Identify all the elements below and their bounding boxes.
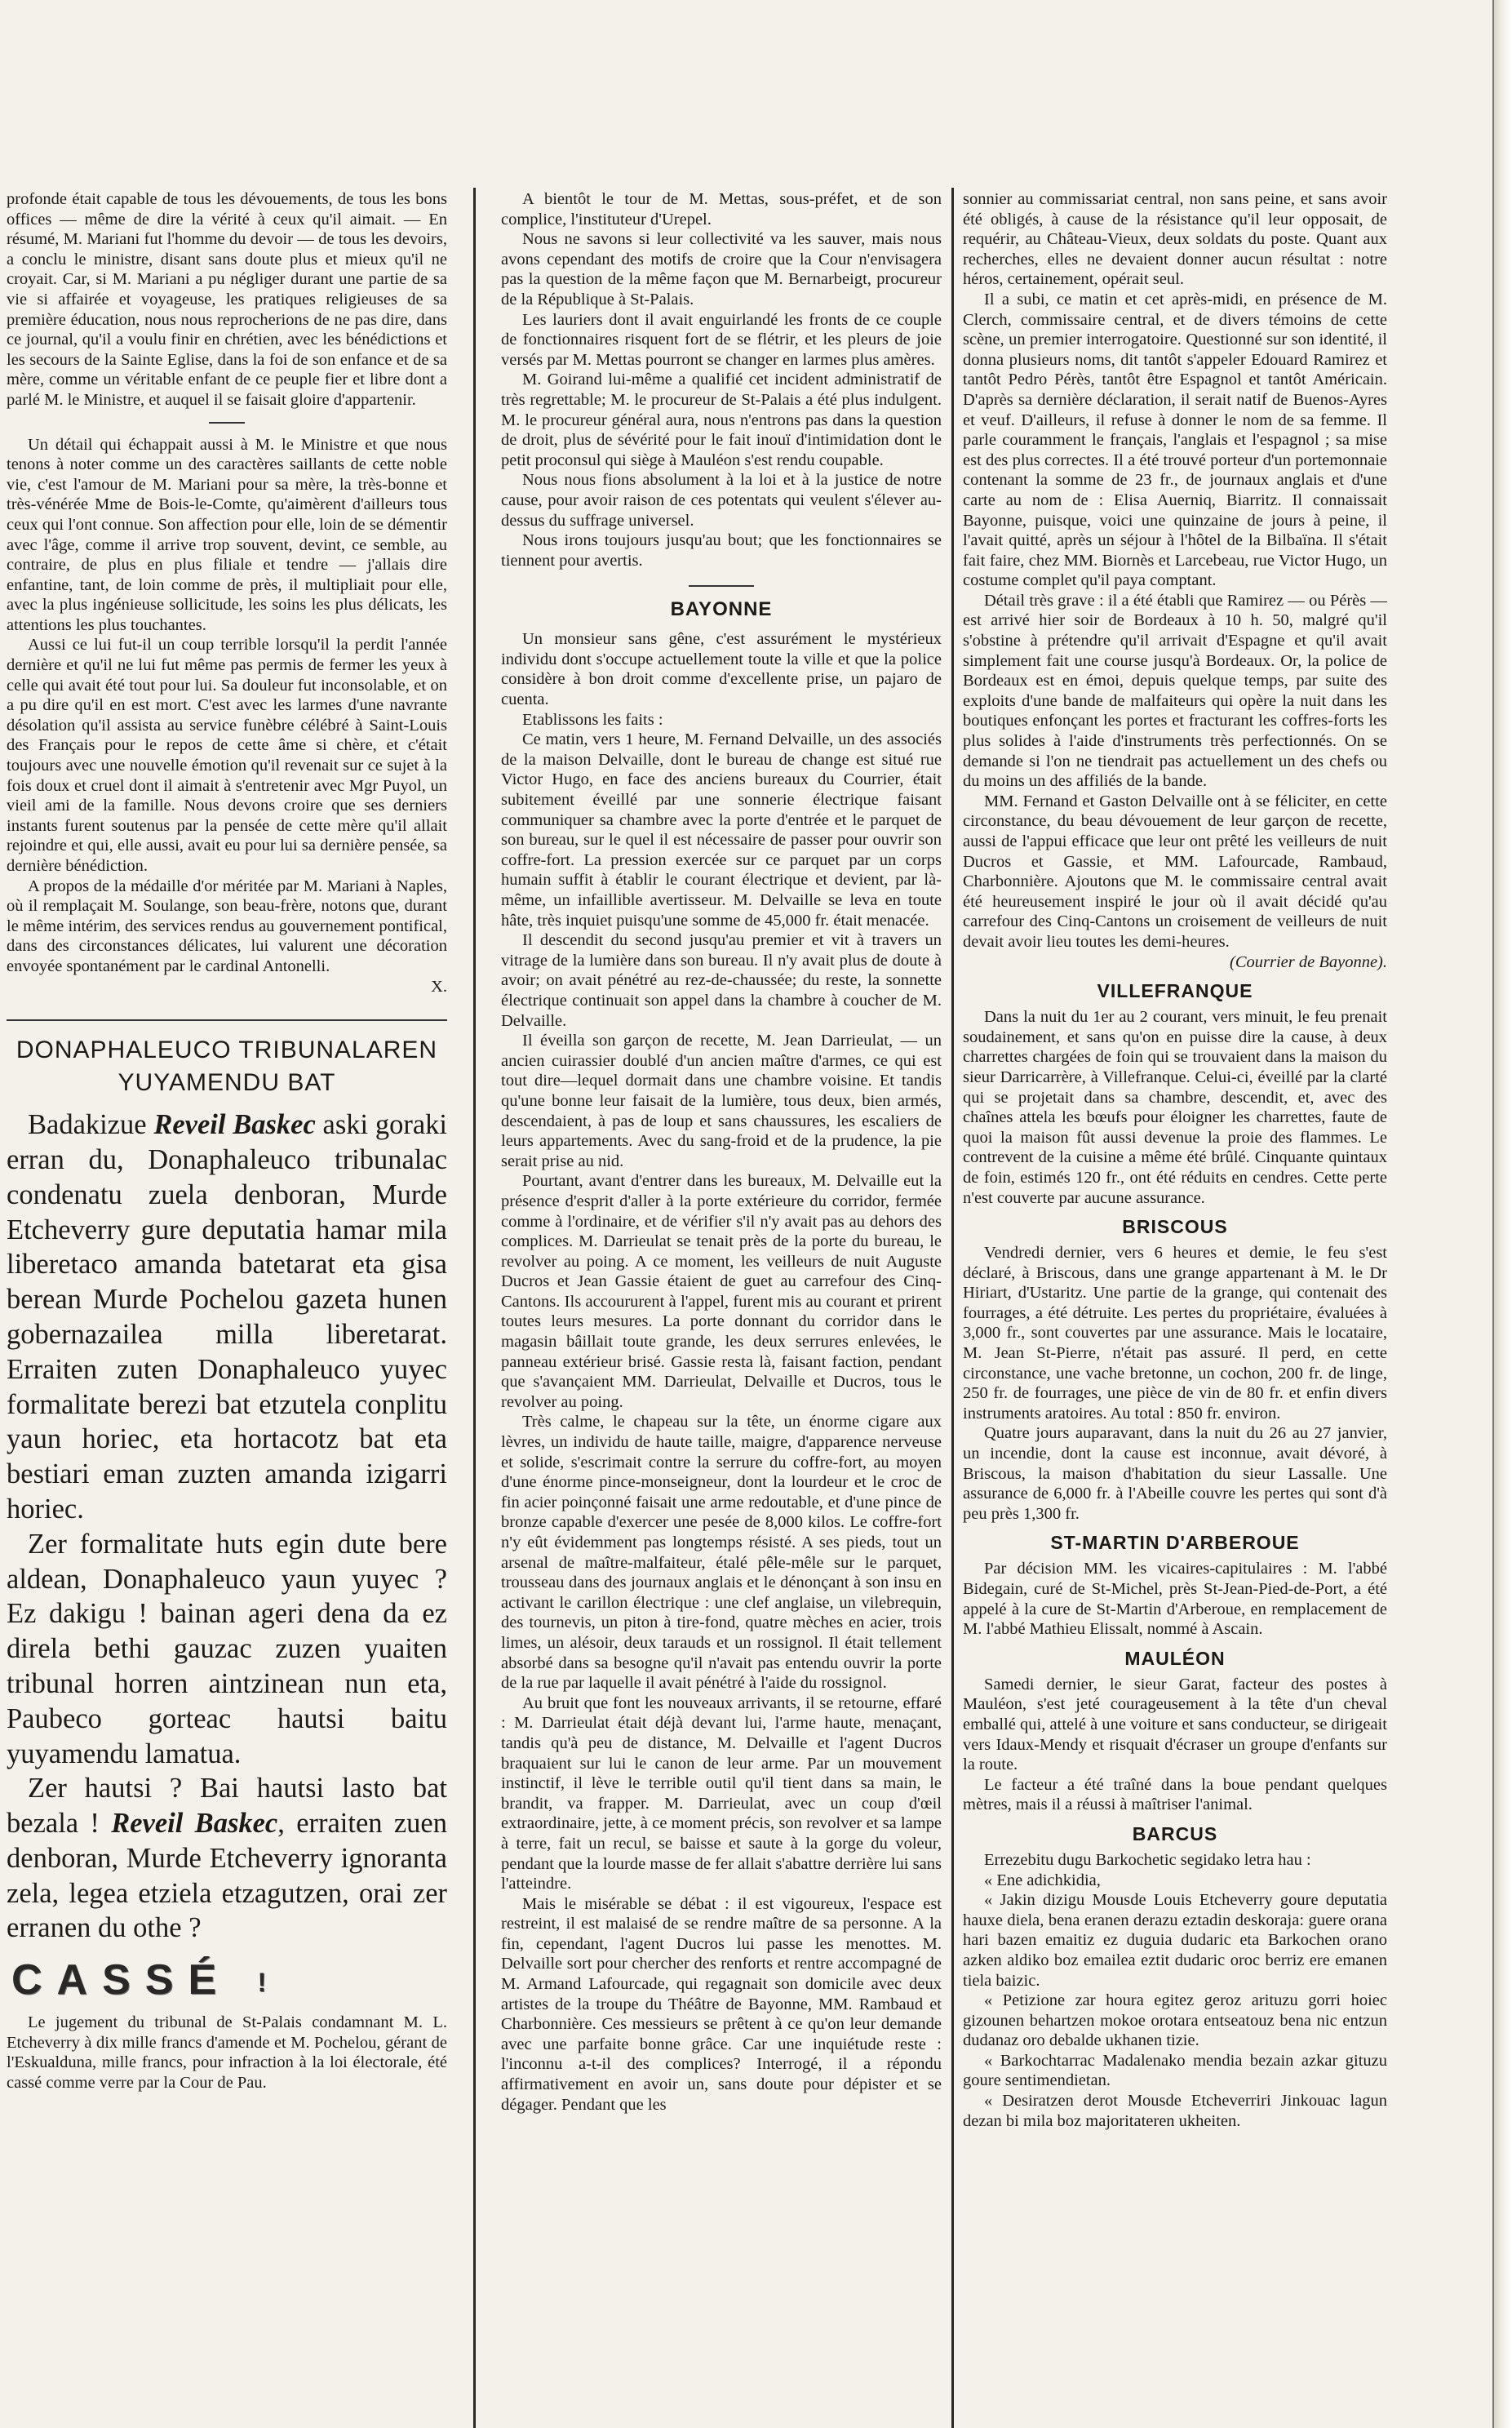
- newspaper-name: Reveil Baskec: [153, 1109, 316, 1141]
- basque-paragraph: [7, 1771, 447, 1946]
- article-paragraph: A bientôt le tour de M. Mettas, sous-préfet, et de son complice, l'instituteur d'Urepel.: [501, 190, 942, 229]
- page-edge: [1492, 0, 1512, 2428]
- article-paragraph: Il a subi, ce matin et cet après-midi, en présence de M. Clerch, commissaire central, et de divers témoins de cette scène, un premier interrogatoire. Questionné sur son identité, il donna plusieurs noms, dit tantôt s'appeler Edouard Ramirez et tantôt Pedro Pérès, tantôt être Espagnol et tantôt Américain. D'après sa dernière déclaration, il serait natif de Buenos-Ayres et veuf. D'ailleurs, il refuse à donner le nom de sa femme. Il parle couramment le français, l'anglais et l'espagnol ; sa mise est des plus correctes. Il a été trouvé porteur d'un portemonnaie contenant la somme de 23 fr., de journaux anglais et d'une carte au nom de : Elisa Auerniq, Biarritz. Il connaissait Bayonne, puisque, voici une quinzaine de jours à peine, il l'avait quitté, après un séjour à l'hôtel de la Bilbaïna. Il s'était fait faire, chez MM. Biornès et Larcebeau, rue Victor Hugo, un costume complet qu'il paya comptant.: [963, 290, 1387, 590]
- column-left: [7, 189, 447, 2428]
- newspaper-name: Reveil Baskec: [111, 1808, 278, 1840]
- text-run: , erraiten zuen denboran, Murde Etcheverry ignoranta zela, legea etziela etzagutzen, orai zer erranen du othe ?: [7, 1808, 447, 1944]
- section-heading-st-martin: ST-MARTIN D'ARBEROUE: [1050, 1532, 1300, 1554]
- column-middle: [501, 189, 942, 2428]
- article-paragraph: Samedi dernier, le sieur Garat, facteur des postes à Mauléon, s'est jeté courageusement à la tête d'un cheval emballé qui, attelé à une voiture et sans conducteur, se dirigeait vers Idaux-Mendy et risquait d'écraser un groupe d'enfants sur la route.: [963, 1675, 1387, 1774]
- casse-exclamation: !: [257, 1968, 267, 1998]
- article-paragraph: Aussi ce lui fut-il un coup terrible lorsqu'il la perdit l'année dernière et qu'il ne lui fut même pas permis de fermer les yeux à celle qui avait été tout pour lui. Sa douleur fut inconsolable, et on a pu dire qu'il en est mort. C'est avec les larmes d'une navrante désolation qu'il assista au service funèbre célébré à Saint-Louis des Français pour le repos de cette âme si chère, et c'était toujours avec une nouvelle émotion qu'il revenait sur ce sujet à la fois doux et cruel dont il aimait à s'entretenir avec Mgr Puyol, un vieil ami de la famille. Nous devons croire que ses derniers instants furent soutenus par la pensée de cette mère qu'il allait rejoindre et qui, elle aussi, avait eu pour lui sa dernière pensée, sa dernière bénédiction.: [7, 636, 447, 875]
- article-paragraph: M. Goirand lui-même a qualifié cet incident administratif de très regrettable; M. le procureur de St-Palais a été plus indulgent. M. le procureur général aura, nous n'entrons pas dans la question de droit, plus de sévérité pour le fait inouï d'intimidation dont le petit proconsul qui siège à Mauléon s'est rendu coupable.: [501, 371, 942, 469]
- article-paragraph: Par décision MM. les vicaires-capitulaires : M. l'abbé Bidegain, curé de St-Michel, près St-Jean-Pied-de-Port, a été appelé à la cure de St-Martin d'Arberoue, en remplacement de M. l'abbé Mathieu Elissalt, nommé à Ascain.: [963, 1560, 1387, 1639]
- article-paragraph: Le facteur a été traîné dans la boue pendant quelques mètres, mais il a réussi à maîtriser l'animal.: [963, 1775, 1387, 1814]
- article-paragraph: Vendredi dernier, vers 6 heures et demie, le feu s'est déclaré, à Briscous, dans une grange appartenant à M. le Dr Hiriart, d'Ustaritz. Une partie de la grange, qui contenait des fourrages, a été détruite. Les pertes du propriétaire, évaluées à 3,000 fr., sont couvertes par une assurance. Mais le locataire, M. Jean St-Pierre, n'était pas assuré. Il perd, en cette circonstance, une vache bretonne, un cochon, 200 fr. de linge, 250 fr. de fourrages, une pièce de vin de 80 fr. et enfin divers instruments aratoires. Au total : 850 fr. environ.: [963, 1244, 1387, 1423]
- article-paragraph: A propos de la médaille d'or méritée par M. Mariani à Naples, où il remplaçait M. Soulange, son beau-frère, notons que, durant le même intérim, des services rendus au gouvernement pontifical, dans des circonstances délicates, lui valurent une décoration envoyée spontanément par le cardinal Antonelli.: [7, 877, 447, 975]
- article-paragraph: profonde était capable de tous les dévouements, de tous les bons offices — même de dire la vérité à ceux qu'il aimait. — En résumé, M. Mariani fut l'homme du devoir — de tous les devoirs, a conclu le ministre, disant sans doute plus et mieux qu'il ne croyait. Car, si M. Mariani a pu négliger durant une partie de sa vie si affairée et voyageuse, les pratiques religieuses de sa première éducation, nous nous reprocherions de ne pas dire, dans ce journal, qu'il a voulu finir en chrétien, avec les bénédictions et les secours de la Sainte Eglise, dans la foi de son enfance et de sa mère, comme un véritable enfant de ce peuple fier et libre dont a parlé M. le Ministre, et auquel il se faisait gloire d'appartenir.: [7, 190, 447, 409]
- casse-word: CASSÉ: [11, 1956, 232, 2004]
- article-paragraph: Etablissons les faits :: [522, 710, 663, 729]
- article-paragraph: Nous nous fions absolument à la loi et à la justice de notre cause, pour avoir raison de ces potentats qui veulent s'élever au-dessus du suffrage universel.: [501, 471, 942, 530]
- article-paragraph: Errezebitu dugu Barkochetic segidako letra hau :: [984, 1850, 1311, 1869]
- article-paragraph: Nous irons toujours jusqu'au bout; que les fonctionnaires se tiennent pour avertis.: [501, 531, 942, 570]
- article-paragraph: Ce matin, vers 1 heure, M. Fernand Delvaille, un des associés de la maison Delvaille, dont le bureau de change est situé rue Victor Hugo, en face des anciens bureaux du Courrier, était subitement éveillé par une sonnerie électrique faisant communiquer sa chambre avec la porte d'entrée et le parquet de son bureau, sur le quel il est nécessaire de passer pour ouvrir son coffre-fort. La pression exercée sur ce parquet par un corps humain suffit à établir le courant électrique et devient, par là-même, un infaillible avertisseur. M. Delvaille se leva en toute hâte, très inquiet puisqu'une somme de 45,000 fr. était menacée.: [501, 730, 942, 930]
- article-headline: DONAPHALEUCO TRIBUNALAREN YUYAMENDU BAT: [7, 1019, 447, 1099]
- section-heading-barcus: BARCUS: [1132, 1822, 1218, 1844]
- article-paragraph: Un monsieur sans gêne, c'est assurément le mystérieux individu dont s'occupe actuellement toute la ville et que la police considère à bon droit comme d'excellente prise, un pajaro de cuenta.: [501, 630, 942, 709]
- article-paragraph: Au bruit que font les nouveaux arrivants, il se retourne, effaré : M. Darrieulat était déjà devant lui, l'arme haute, menaçant, tandis qu'à peu de distance, M. Delvaille et l'agent Ducros braquaient sur lui le canon de leur arme. Par un mouvement instinctif, il lève le terrible outil qu'il tient dans sa main, le brandit, va frapper. M. Darrieulat, avec un coup d'œil extraordinaire, jette, à ce moment précis, son revolver et sa lampe à terre, fait un recul, se baisse et saute à la gorge du voleur, pendant que la lourde masse de fer allait s'abattre derrière lui sans l'atteindre.: [501, 1693, 942, 1893]
- article-paragraph: Il éveilla son garçon de recette, M. Jean Darrieulat, — un ancien cuirassier doublé d'un ancien maître d'armes, ce qui est tout dire—lequel dormait dans une chambre voisine. Et tandis qu'une bonne leur faisait de la lumière, tous deux, bien armés, descendaient, à pas de loup et sans chaussures, les escaliers de leurs appartements. Avec du sang-froid et de la prudence, la pie serait prise au nid.: [501, 1032, 942, 1170]
- column-divider: [473, 188, 476, 2428]
- casse-headline: [11, 1955, 447, 2004]
- article-paragraph: Mais le misérable se débat : il est vigoureux, l'espace est restreint, il est malaisé de se rendre maître de sa personne. A la fin, cependant, l'agent Ducros lui passe les menottes. M. Delvaille sort pour chercher des renforts et rentre accompagné de M. Armand Lafourcade, qui regagnait son domicile avec deux artistes de la troupe du Théâtre de Bayonne, MM. Rambaud et Charbonnière. Ces messieurs se prêtent à ce qu'on leur demande avec une parfaite bonne grâce. Car une inquiétude reste : l'inconnu a-t-il des complices? Interrogé, il a répondu affirmativement en avoir un, sans doute pour dépister et se dégager. Pendant que les: [501, 1894, 942, 2114]
- section-heading-villefranque: VILLEFRANQUE: [1097, 980, 1253, 1002]
- article-paragraph: Détail très grave : il a été établi que Ramirez — ou Pérès — est arrivé hier soir de Bordeaux à 10 h. 50, malgré qu'il s'obstine à prétendre qu'il arrivait d'Espagne et qu'il avait simplement fait une course jusqu'à Bordeaux. Or, la police de Bordeaux est en émoi, depuis quelque temps, par suite des exploits d'une bande de malfaiteurs qui opère la nuit dans les boutiques enfonçant les portes et fracturant les coffres-forts les plus solides à l'aide d'instruments très perfectionnés. On se demande si l'on ne tiendrait pas actuellement un des chefs ou du moins un des affiliés de la bande.: [963, 591, 1387, 791]
- article-paragraph: MM. Fernand et Gaston Delvaille ont à se féliciter, en cette circonstance, du beau dévouement de leur garçon de recette, aussi de l'appui efficace que leur ont prêté les veilleurs de nuit Ducros et Gassie, et MM. Lafourcade, Rambaud, Charbonnière. Ajoutons que M. le commissaire central avait été heureusement inspiré le jour où il avait décidé qu'au carrefour des Cinq-Cantons un croisement de veilleurs de nuit devait avoir lieu toutes les demi-heures.: [963, 792, 1387, 951]
- separator: [209, 422, 245, 424]
- separator: [689, 585, 754, 587]
- letter-paragraph: « Ene adichkidia,: [984, 1871, 1101, 1889]
- text-run: aski goraki erran du, Donaphaleuco tribunalac condenatu zuela denboran, Murde Etcheverry gure deputatia hamar mila liberetaco amanda batetarat eta gisa berean Murde Pochelou gazeta hunen gobernazailea milla liberetarat. Erraiten zuten Donaphaleuco yuyec formalitate berezi bat etzutela conplitu yaun horiec, eta hortacotz bat eta bestiari eman zuzten amanda izigarri horiec.: [7, 1109, 447, 1525]
- article-paragraph: Très calme, le chapeau sur la tête, un énorme cigare aux lèvres, un individu de haute taille, maigre, d'apparence nerveuse et solide, s'escrimait contre la serrure du coffre-fort, au moyen d'une énorme pince-monseigneur, dont la lourdeur et le croc de fin acier poinçonné faisait une arme redoutable, et d'une pince de bronze capable d'exercer une pesée de 8,000 kilos. Le coffre-fort n'y eût évidemment pas longtemps résisté. A ses pieds, tout un arsenal de maître-malfaiteur, étalé pêle-mêle sur le parquet, trousseau dans des journaux anglais et le dénonçant à son insu en activant le carillon électrique : une clef anglaise, un vilebrequin, des tournevis, un piton à tire-fond, quatre mèches en acier, trois limes, un alésoir, deux tarauds et un rossignol. Il était tellement absorbé dans sa besogne qu'il n'avait pas entendu ouvrir la porte de la rue par laquelle il avait pénétré à l'aide du rossignol.: [501, 1413, 942, 1693]
- article-paragraph: Un détail qui échappait aussi à M. le Ministre et que nous tenons à noter comme un des caractères saillants de cette noble vie, c'est l'amour de M. Mariani pour sa mère, la très-bonne et très-vénérée Mme de Bois-le-Comte, qu'aimèrent d'ailleurs tous ceux qui l'ont connue. Son affection pour elle, loin de se démentir avec l'âge, comme il arrive trop souvent, devint, ce semble, au contraire, de plus en plus filiale et tendre — j'allais dire enfantine, tant, de loin comme de près, il multipliait pour elle, avec la plus ingénieuse sollicitude, les soins les plus délicats, les attentions les plus touchantes.: [7, 435, 447, 634]
- letter-paragraph: « Jakin dizigu Mousde Louis Etcheverry goure deputatia hauxe diela, bena eranen derazu eztadin deskoraja: guere orana hari bazen emaitiz ez duguia dudaric eta Barkochen orano azken aldiko boz emailea eztit dudaric oroc berriz ere emanen tiela baizic.: [963, 1891, 1387, 1990]
- article-paragraph: Quatre jours auparavant, dans la nuit du 26 au 27 janvier, un incendie, dont la cause est inconnue, avait dévoré, à Briscous, la maison d'habitation du sieur Lassalle. Une assurance de 6,000 fr. à l'Abeille couvre les pertes qui sont d'à peu près 1,300 fr.: [963, 1424, 1387, 1523]
- article-paragraph: Dans la nuit du 1er au 2 courant, vers minuit, le feu prenait soudainement, et sans qu'on en puisse dire la cause, à deux charrettes chargées de foin qui se trouvaient dans la maison du sieur Darricarrère, à Villefranque. Celui-ci, éveillé par la clarté qui se projetait dans sa chambre, descendit, et, avec des chaînes attela les bœufs pour éloigner les charrettes, faute de quoi la maison fût aussi devenue la proie des flammes. Le contrevent de la cuisine a même été brûlé. Cinquante quintaux de foin, estimés 120 fr., ont été réduits en cendres. Cette perte n'est couverte par aucune assurance.: [963, 1008, 1387, 1207]
- article-paragraph: Les lauriers dont il avait enguirlandé les fronts de ce couple de fonctionnaires risquent fort de se flétrir, et les pleurs de joie versés par M. Mettas pourront se changer en larmes plus amères.: [501, 310, 942, 369]
- column-right: [963, 189, 1387, 2428]
- article-paragraph: Il descendit du second jusqu'au premier et vit à travers un vitrage de la lumière dans son bureau. Il n'y avait plus de doute à avoir; on avait pénétré au rez-de-chaussée; du reste, la sonnette électrique continuait son appel dans la chambre à coucher de M. Delvaille.: [501, 931, 942, 1030]
- letter-paragraph: « Desiratzen derot Mousde Etcheverriri Jinkouac lagun dezan bi mila boz majoritateren ukheiten.: [963, 2092, 1387, 2130]
- basque-paragraph: Zer formalitate huts egin dute bere aldean, Donaphaleuco yaun yuyec ? Ez dakigu ! bainan ageri dena da ez direla bethi gauzac zuzen yuaiten tribunal horren aintzinean nun eta, Paubeco gorteac hautsi baitu yuyamendu lamatua.: [7, 1528, 447, 1769]
- column-divider: [951, 188, 954, 2428]
- text-run: Badakizue: [28, 1109, 154, 1141]
- section-heading-mauleon: MAULÉON: [1124, 1647, 1226, 1669]
- basque-paragraph: [7, 1107, 447, 1527]
- article-paragraph: Pourtant, avant d'entrer dans les bureaux, M. Delvaille eut la présence d'esprit d'aller à la porte extérieure du corridor, fermée comme à l'ordinaire, et de vérifier s'il n'y avait pas au dehors des complices. M. Darrieulat se tenait près de la porte du bureau, le revolver au poing. A ce moment, les veilleurs de nuit Auguste Ducros et Jean Gassie étaient de guet au carrefour des Cinq-Cantons. Ils accoururent à l'appel, furent mis au courant et prirent toutes leurs mesures. La porte donnant du corridor dans le magasin bâillait toute grande, les deux serrures enlevées, le panneau extérieur brisé. Gassie resta là, faisant faction, pendant que s'avançaient MM. Darrieulat, Delvaille et Ducros, tous le revolver au poing.: [501, 1172, 942, 1411]
- article-source: (Courrier de Bayonne).: [1230, 952, 1387, 971]
- article-paragraph: sonnier au commissariat central, non sans peine, et sans avoir été obligés, à cause de la résistance qu'il leur opposait, de requérir, au Château-Vieux, deux soldats du poste. Quant aux recherches, elles ne devaient donner aucun résultat : notre héros, certainement, opérait seul.: [963, 190, 1387, 289]
- section-heading-bayonne: BAYONNE: [670, 598, 773, 621]
- text-run: Zer hautsi ? Bai hautsi lasto bat bezala !: [7, 1773, 447, 1840]
- article-signature: X.: [431, 977, 447, 996]
- section-heading-briscous: BRISCOUS: [1122, 1216, 1228, 1238]
- article-paragraph: Le jugement du tribunal de St-Palais condamnant M. L. Etcheverry à dix mille francs d'amende et M. Pochelou, gérant de l'Eskualduna, mille francs, pour infraction à la loi électorale, été cassé comme verre par la Cour de Pau.: [7, 2013, 447, 2093]
- article-paragraph: Nous ne savons si leur collectivité va les sauver, mais nous avons cependant des motifs de croire que la Cour n'envisagera pas la question de la même façon que M. Bernarbeigt, procureur de la République à St-Palais.: [501, 230, 942, 308]
- letter-paragraph: « Petizione zar houra egitez geroz arituzu gorri hoiec gizounen behartzen mokoe orotara entseatouz bena nic entzun dudanaz oro debalde ukhanen tizie.: [963, 1991, 1387, 2050]
- letter-paragraph: « Barkochtarrac Madalenako mendia bezain azkar gituzu goure sentimendietan.: [963, 2051, 1387, 2090]
